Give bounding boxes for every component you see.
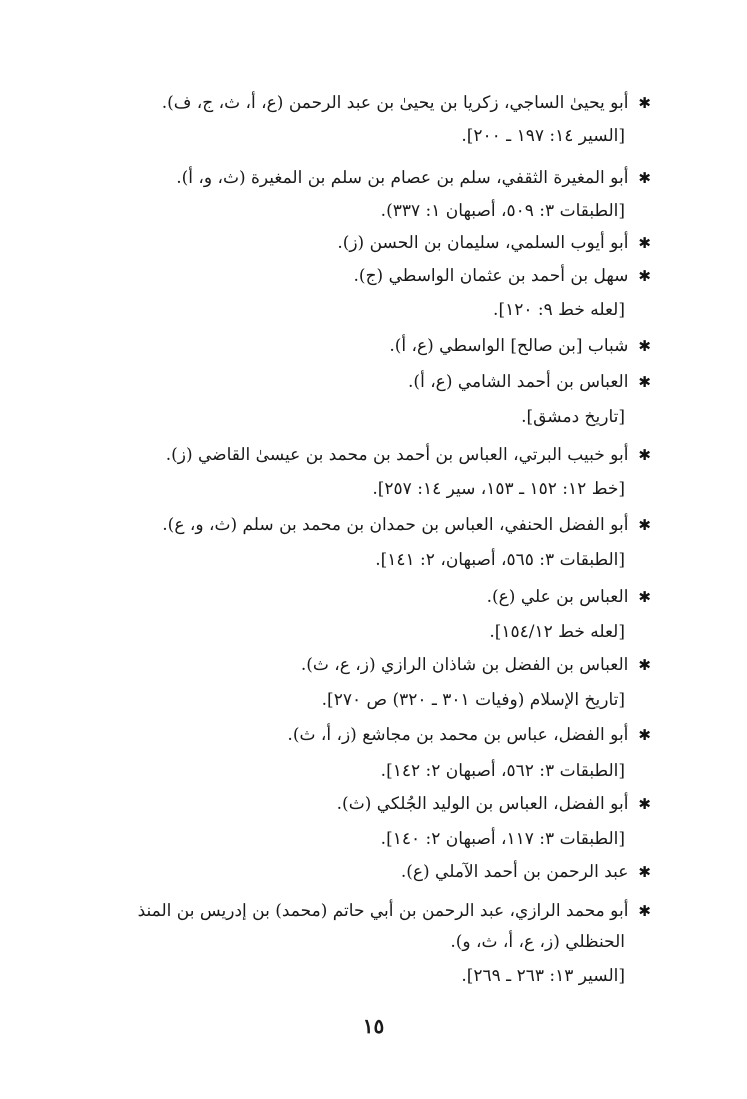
entry-reference: [لعله خط ١٥٤/١٢]. (489, 622, 625, 642)
entry-name: أبو خبيب البرتي، العباس بن أحمد بن محمد بن عيسىٰ القاضي (ز). (165, 445, 629, 465)
entry-reference: [الطبقات ٣: ٥٠٩، أصبهان ١: ٣٣٧). (380, 201, 625, 221)
bullet-star-icon: ✱ (638, 446, 651, 464)
entry-name: أبو الفضل، العباس بن الوليد الجُلكي (ث). (336, 794, 629, 814)
bullet-star-icon: ✱ (638, 516, 651, 534)
entry-line (40, 720, 651, 750)
entry-name: أبو المغيرة الثقفي، سلم بن عصام بن سلم بن المغيرة (ث، و، أ). (176, 168, 629, 188)
entry-reference: [السير ١٣: ٢٦٣ ـ ٢٦٩]. (461, 966, 625, 986)
entry-reference: [الطبقات ٣: ١١٧، أصبهان ٢: ١٤٠]. (380, 829, 625, 849)
page-number: ١٥ (362, 1014, 385, 1038)
bullet-star-icon: ✱ (638, 656, 651, 674)
bullet-star-icon: ✱ (638, 267, 651, 285)
entry-line (40, 857, 651, 887)
bullet-star-icon: ✱ (638, 795, 651, 813)
entry-line (40, 440, 651, 470)
entry-name: العباس بن الفضل بن شاذان الرازي (ز، ع، ث). (300, 655, 629, 675)
entry-name: أبو محمد الرازي، عبد الرحمن بن أبي حاتم (محمد) بن إدريس بن المنذ (137, 901, 629, 921)
bullet-star-icon: ✱ (638, 373, 651, 391)
bullet-star-icon: ✱ (638, 902, 651, 920)
entry-line (40, 510, 651, 540)
entry-line (40, 88, 651, 118)
entry-reference: [تاريخ الإسلام (وفيات ٣٠١ ـ ٣٢٠) ص ٢٧٠]. (321, 690, 625, 710)
entry-line (40, 228, 651, 258)
bullet-star-icon: ✱ (638, 726, 651, 744)
bullet-star-icon: ✱ (638, 94, 651, 112)
entry-line (40, 331, 651, 361)
entry-name: أبو الفضل، عباس بن محمد بن مجاشع (ز، أ، ث). (287, 725, 629, 745)
entry-reference: [تاريخ دمشق]. (521, 407, 625, 427)
entry-name: سهل بن أحمد بن عثمان الواسطي (ج). (353, 266, 629, 286)
bullet-star-icon: ✱ (638, 863, 651, 881)
bullet-star-icon: ✱ (638, 337, 651, 355)
entry-reference: [الطبقات ٣: ٥٦٥، أصبهان، ٢: ١٤١]. (375, 550, 625, 570)
entry-line (40, 789, 651, 819)
entry-name: عبد الرحمن بن أحمد الآملي (ع). (400, 862, 629, 882)
entry-line (40, 896, 651, 926)
entry-name: أبو يحيىٰ الساجي، زكريا بن يحيىٰ بن عبد الرحمن (ع، أ، ث، ج، ف). (161, 93, 629, 113)
entry-name: أبو الفضل الحنفي، العباس بن حمدان بن محمد بن سلم (ث، و، ع). (162, 515, 629, 535)
entry-reference: [السير ١٤: ١٩٧ ـ ٢٠٠]. (461, 126, 625, 146)
entry-reference: [لعله خط ٩: ١٢٠]. (493, 300, 625, 320)
bullet-star-icon: ✱ (638, 169, 651, 187)
entry-line (40, 582, 651, 612)
bullet-star-icon: ✱ (638, 588, 651, 606)
entry-name: العباس بن علي (ع). (486, 587, 629, 607)
entry-reference: [خط ١٢: ١٥٢ ـ ١٥٣، سير ١٤: ٢٥٧]. (372, 479, 625, 499)
entry-name: شباب [بن صالح] الواسطي (ع، أ). (389, 336, 629, 356)
entry-reference: [الطبقات ٣: ٥٦٢، أصبهان ٢: ١٤٢]. (380, 761, 625, 781)
entry-line (40, 650, 651, 680)
bullet-star-icon: ✱ (638, 234, 651, 252)
entry-line (40, 367, 651, 397)
entry-name-continuation: الحنظلي (ز، ع، أ، ث، و). (450, 932, 625, 952)
entry-name: أبو أيوب السلمي، سليمان بن الحسن (ز). (337, 233, 629, 253)
entry-line (40, 261, 651, 291)
entry-name: العباس بن أحمد الشامي (ع، أ). (408, 372, 629, 392)
entry-line (40, 163, 651, 193)
